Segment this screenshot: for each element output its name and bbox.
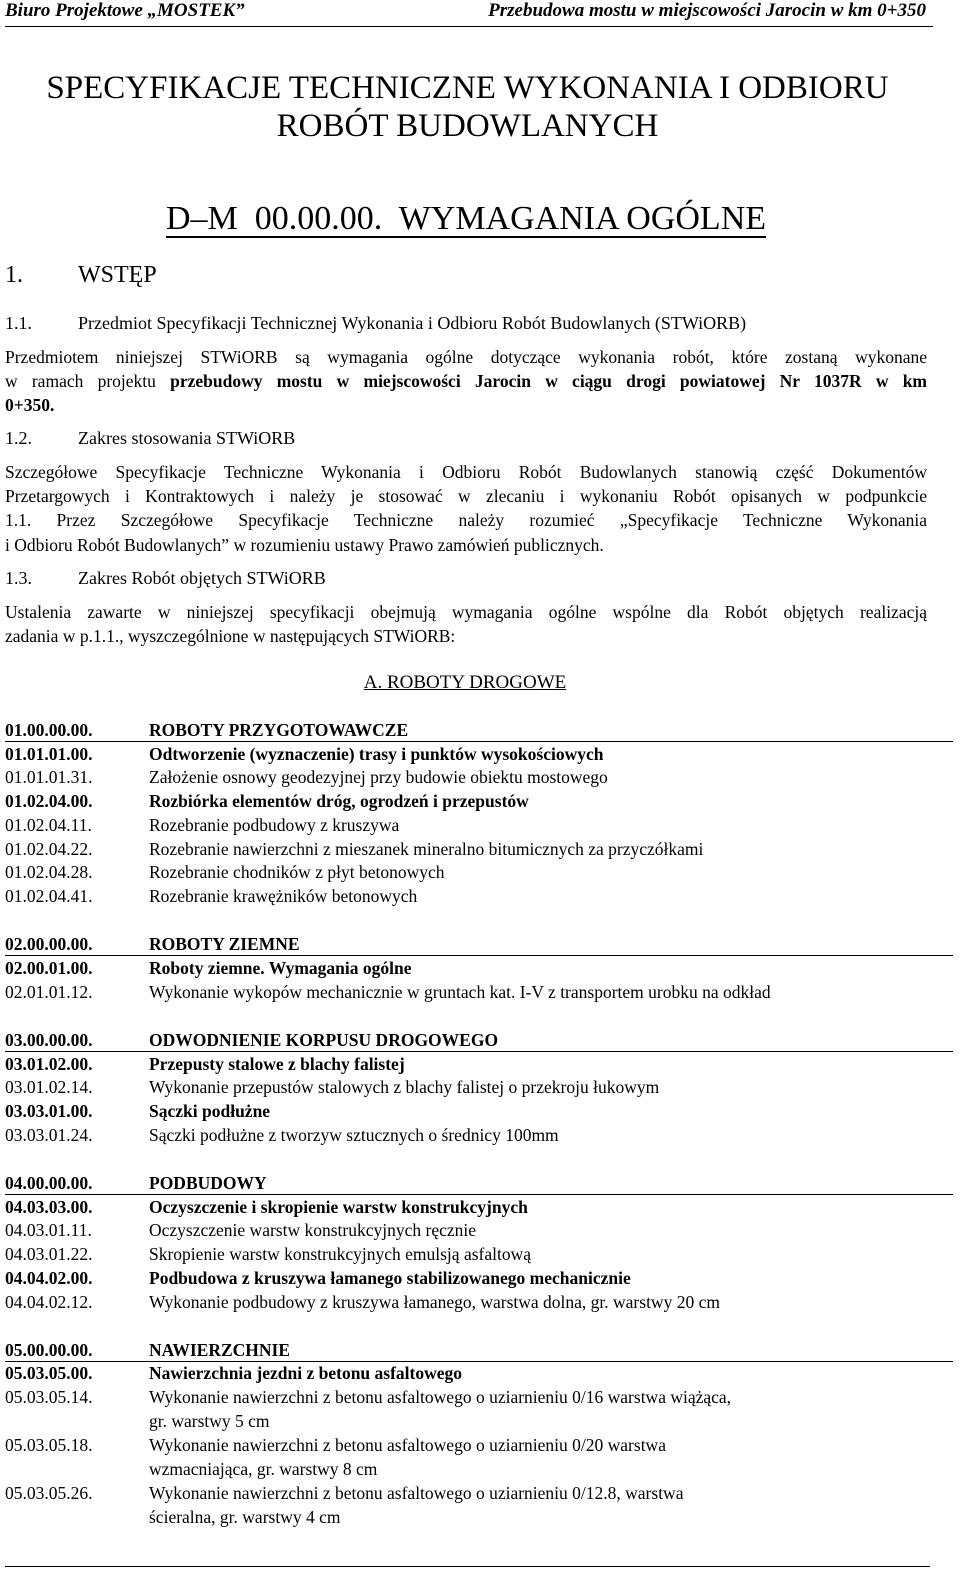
spec-row xyxy=(5,839,953,863)
section-1-title: WSTĘP xyxy=(78,262,157,288)
dm-heading: D–M 00.00.00. WYMAGANIA OGÓLNE xyxy=(166,200,767,237)
spec-name: Wykonanie nawierzchni z betonu asfaltowego o uziarnieniu 0/12.8, warstwa xyxy=(149,1483,684,1503)
spec-code: 01.02.04.00. xyxy=(5,791,93,811)
paragraph-line: zadania w p.1.1., wyszczególnione w następujących STWiORB: xyxy=(5,626,456,647)
spec-name-continued: ścieralna, gr. warstwy 4 cm xyxy=(149,1507,341,1527)
section-1-3-number: 1.3. xyxy=(5,568,32,588)
spec-code: 01.02.04.41. xyxy=(5,886,93,906)
paragraph-fragment: w ramach projektu xyxy=(5,371,171,392)
section-1-3-text xyxy=(5,600,927,648)
spec-code: 04.03.01.11. xyxy=(5,1220,92,1240)
spec-code: 04.03.01.22. xyxy=(5,1244,93,1264)
spec-row xyxy=(5,1363,953,1387)
spec-name: Roboty ziemne. Wymagania ogólne xyxy=(149,958,412,978)
section-1-2-text xyxy=(5,460,927,557)
spec-row xyxy=(5,1101,953,1125)
spec-row xyxy=(5,886,953,910)
spec-row xyxy=(5,862,953,886)
spec-name: Skropienie warstw konstrukcyjnych emulsją asfaltową xyxy=(149,1244,531,1264)
header-divider xyxy=(5,26,933,27)
spec-name: Nawierzchnia jezdni z betonu asfaltowego xyxy=(149,1363,463,1383)
spec-name: ROBOTY ZIEMNE xyxy=(149,934,300,954)
spec-name: Rozebranie podbudowy z kruszywa xyxy=(149,815,400,835)
paragraph-line xyxy=(5,369,927,393)
spec-code: 02.01.01.12. xyxy=(5,982,93,1002)
group-rule xyxy=(5,1051,953,1052)
spec-name: Oczyszczenie warstw konstrukcyjnych ręcznie xyxy=(149,1220,477,1240)
spec-name: Wykonanie nawierzchni z betonu asfaltowego o uziarnieniu 0/16 warstwa wiążąca, xyxy=(149,1387,732,1407)
spec-name: Podbudowa z kruszywa łamanego stabilizowanego mechanicznie xyxy=(149,1268,631,1288)
spec-code: 05.03.05.26. xyxy=(5,1483,93,1503)
spec-name-continued: gr. warstwy 5 cm xyxy=(149,1411,270,1431)
spec-row xyxy=(5,815,953,839)
category-heading: A. ROBOTY DROGOWE xyxy=(363,672,567,693)
doc-title-line2: ROBÓT BUDOWLANYCH xyxy=(276,108,659,144)
spec-row xyxy=(5,1197,953,1221)
spec-row xyxy=(5,1483,953,1527)
spec-code: 04.04.02.00. xyxy=(5,1268,93,1288)
spec-code: 03.01.02.14. xyxy=(5,1077,93,1097)
spec-name: Założenie osnowy geodezyjnej przy budowie obiektu mostowego xyxy=(149,767,608,787)
spec-name: Wykonanie podbudowy z kruszywa łamanego, warstwa dolna, gr. warstwy 20 cm xyxy=(149,1292,720,1312)
spec-row xyxy=(5,1125,953,1149)
paragraph-line: i Odbioru Robót Budowlanych” w rozumieniu ustawy Prawo zamówień publicznych. xyxy=(5,534,604,555)
spec-code: 05.03.05.00. xyxy=(5,1363,93,1383)
spec-name: Odtworzenie (wyznaczenie) trasy i punktów wysokościowych xyxy=(149,744,604,764)
spec-row xyxy=(5,744,953,768)
spec-row xyxy=(5,1387,953,1431)
paragraph-line: Przedmiotem niniejszej STWiORB są wymagania ogólne dotyczące wykonania robót, które zostaną wykonane xyxy=(5,347,927,367)
spec-name: ODWODNIENIE KORPUSU DROGOWEGO xyxy=(149,1030,499,1050)
spec-name: Rozebranie chodników z płyt betonowych xyxy=(149,862,445,882)
spec-row xyxy=(5,958,953,982)
spec-row xyxy=(5,1435,953,1479)
doc-title-line1: SPECYFIKACJE TECHNICZNE WYKONANIA I ODBIORU xyxy=(46,70,889,106)
paragraph-line: 0+350. xyxy=(5,395,55,416)
section-1-1-text xyxy=(5,345,927,418)
header-company: Biuro Projektowe „MOSTEK” xyxy=(5,0,245,21)
spec-code: 03.03.01.24. xyxy=(5,1125,93,1145)
group-rule xyxy=(5,955,953,956)
spec-row xyxy=(5,791,953,815)
spec-code: 03.01.02.00. xyxy=(5,1054,93,1074)
section-1-1-number: 1.1. xyxy=(5,313,32,333)
spec-code: 04.04.02.12. xyxy=(5,1292,93,1312)
spec-code: 01.02.04.28. xyxy=(5,862,93,882)
spec-row xyxy=(5,1220,953,1244)
spec-code: 04.03.03.00. xyxy=(5,1197,93,1217)
spec-row xyxy=(5,1292,953,1316)
group-rule xyxy=(5,741,953,742)
spec-name: NAWIERZCHNIE xyxy=(149,1340,290,1360)
spec-row xyxy=(5,1244,953,1268)
spec-name-continued: wzmacniająca, gr. warstwy 8 cm xyxy=(149,1459,378,1479)
spec-name: Rozbiórka elementów dróg, ogrodzeń i przepustów xyxy=(149,791,529,811)
section-1-2-number: 1.2. xyxy=(5,428,32,448)
spec-name: Sączki podłużne xyxy=(149,1101,271,1121)
spec-name: PODBUDOWY xyxy=(149,1173,267,1193)
spec-code: 01.01.01.00. xyxy=(5,744,93,764)
spec-code: 01.02.04.11. xyxy=(5,815,92,835)
spec-code: 05.03.05.18. xyxy=(5,1435,93,1455)
spec-name: Rozebranie krawężników betonowych xyxy=(149,886,418,906)
spec-code: 01.01.01.31. xyxy=(5,767,93,787)
section-1-2-title: Zakres stosowania STWiORB xyxy=(78,428,296,448)
spec-name: Przepusty stalowe z blachy falistej xyxy=(149,1054,405,1074)
paragraph-line: Ustalenia zawarte w niniejszej specyfikacji obejmują wymagania ogólne wspólne dla Robót objętych realizacją xyxy=(5,602,927,622)
spec-code: 03.03.01.00. xyxy=(5,1101,93,1121)
paragraph-line: 1.1. Przez Szczegółowe Specyfikacje Techniczne należy rozumieć „Specyfikacje Techniczne Wykonania xyxy=(5,510,927,531)
spec-name: Rozebranie nawierzchni z mieszanek mineralno bitumicznych za przyczółkami xyxy=(149,839,704,859)
spec-code: 05.00.00.00. xyxy=(5,1340,93,1360)
spec-code: 04.00.00.00. xyxy=(5,1173,93,1193)
spec-name: Wykonanie wykopów mechanicznie w gruntach kat. I-V z transportem urobku na odkład xyxy=(149,982,771,1002)
spec-row xyxy=(5,1054,953,1078)
spec-name: ROBOTY PRZYGOTOWAWCZE xyxy=(149,720,409,740)
spec-code: 02.00.01.00. xyxy=(5,958,93,978)
header-project: Przebudowa mostu w miejscowości Jarocin w km 0+350 xyxy=(488,0,926,21)
spec-name: Wykonanie przepustów stalowych z blachy falistej o przekroju łukowym xyxy=(149,1077,660,1097)
paragraph-line: Przetargowych i Kontraktowych i należy je stosować w zlecaniu i wykonaniu Robót opisanych w podpunkcie xyxy=(5,486,927,507)
paragraph-line: Szczegółowe Specyfikacje Techniczne Wykonania i Odbioru Robót Budowlanych stanowią część Dokumentów xyxy=(5,462,927,482)
project-name: przebudowy mostu w miejscowości Jarocin w ciągu drogi powiatowej Nr 1037R w km xyxy=(170,371,927,392)
spec-name: Oczyszczenie i skropienie warstw konstrukcyjnych xyxy=(149,1197,528,1217)
spec-code: 01.00.00.00. xyxy=(5,720,93,740)
spec-name: Wykonanie nawierzchni z betonu asfaltowego o uziarnieniu 0/20 warstwa xyxy=(149,1435,666,1455)
spec-row xyxy=(5,767,953,791)
spec-row xyxy=(5,1268,953,1292)
spec-name: Sączki podłużne z tworzyw sztucznych o średnicy 100mm xyxy=(149,1125,559,1145)
group-rule xyxy=(5,1194,953,1195)
spec-code: 05.03.05.14. xyxy=(5,1387,93,1407)
spec-code: 02.00.00.00. xyxy=(5,934,93,954)
section-1-number: 1. xyxy=(5,262,23,288)
spec-row xyxy=(5,982,953,1006)
spec-row xyxy=(5,1077,953,1101)
section-1-3-title: Zakres Robót objętych STWiORB xyxy=(78,568,326,588)
spec-code: 01.02.04.22. xyxy=(5,839,93,859)
footer-divider xyxy=(5,1566,930,1567)
section-1-1-title: Przedmiot Specyfikacji Technicznej Wykonania i Odbioru Robót Budowlanych (STWiORB) xyxy=(78,313,747,333)
spec-code: 03.00.00.00. xyxy=(5,1030,93,1050)
group-rule xyxy=(5,1361,953,1362)
